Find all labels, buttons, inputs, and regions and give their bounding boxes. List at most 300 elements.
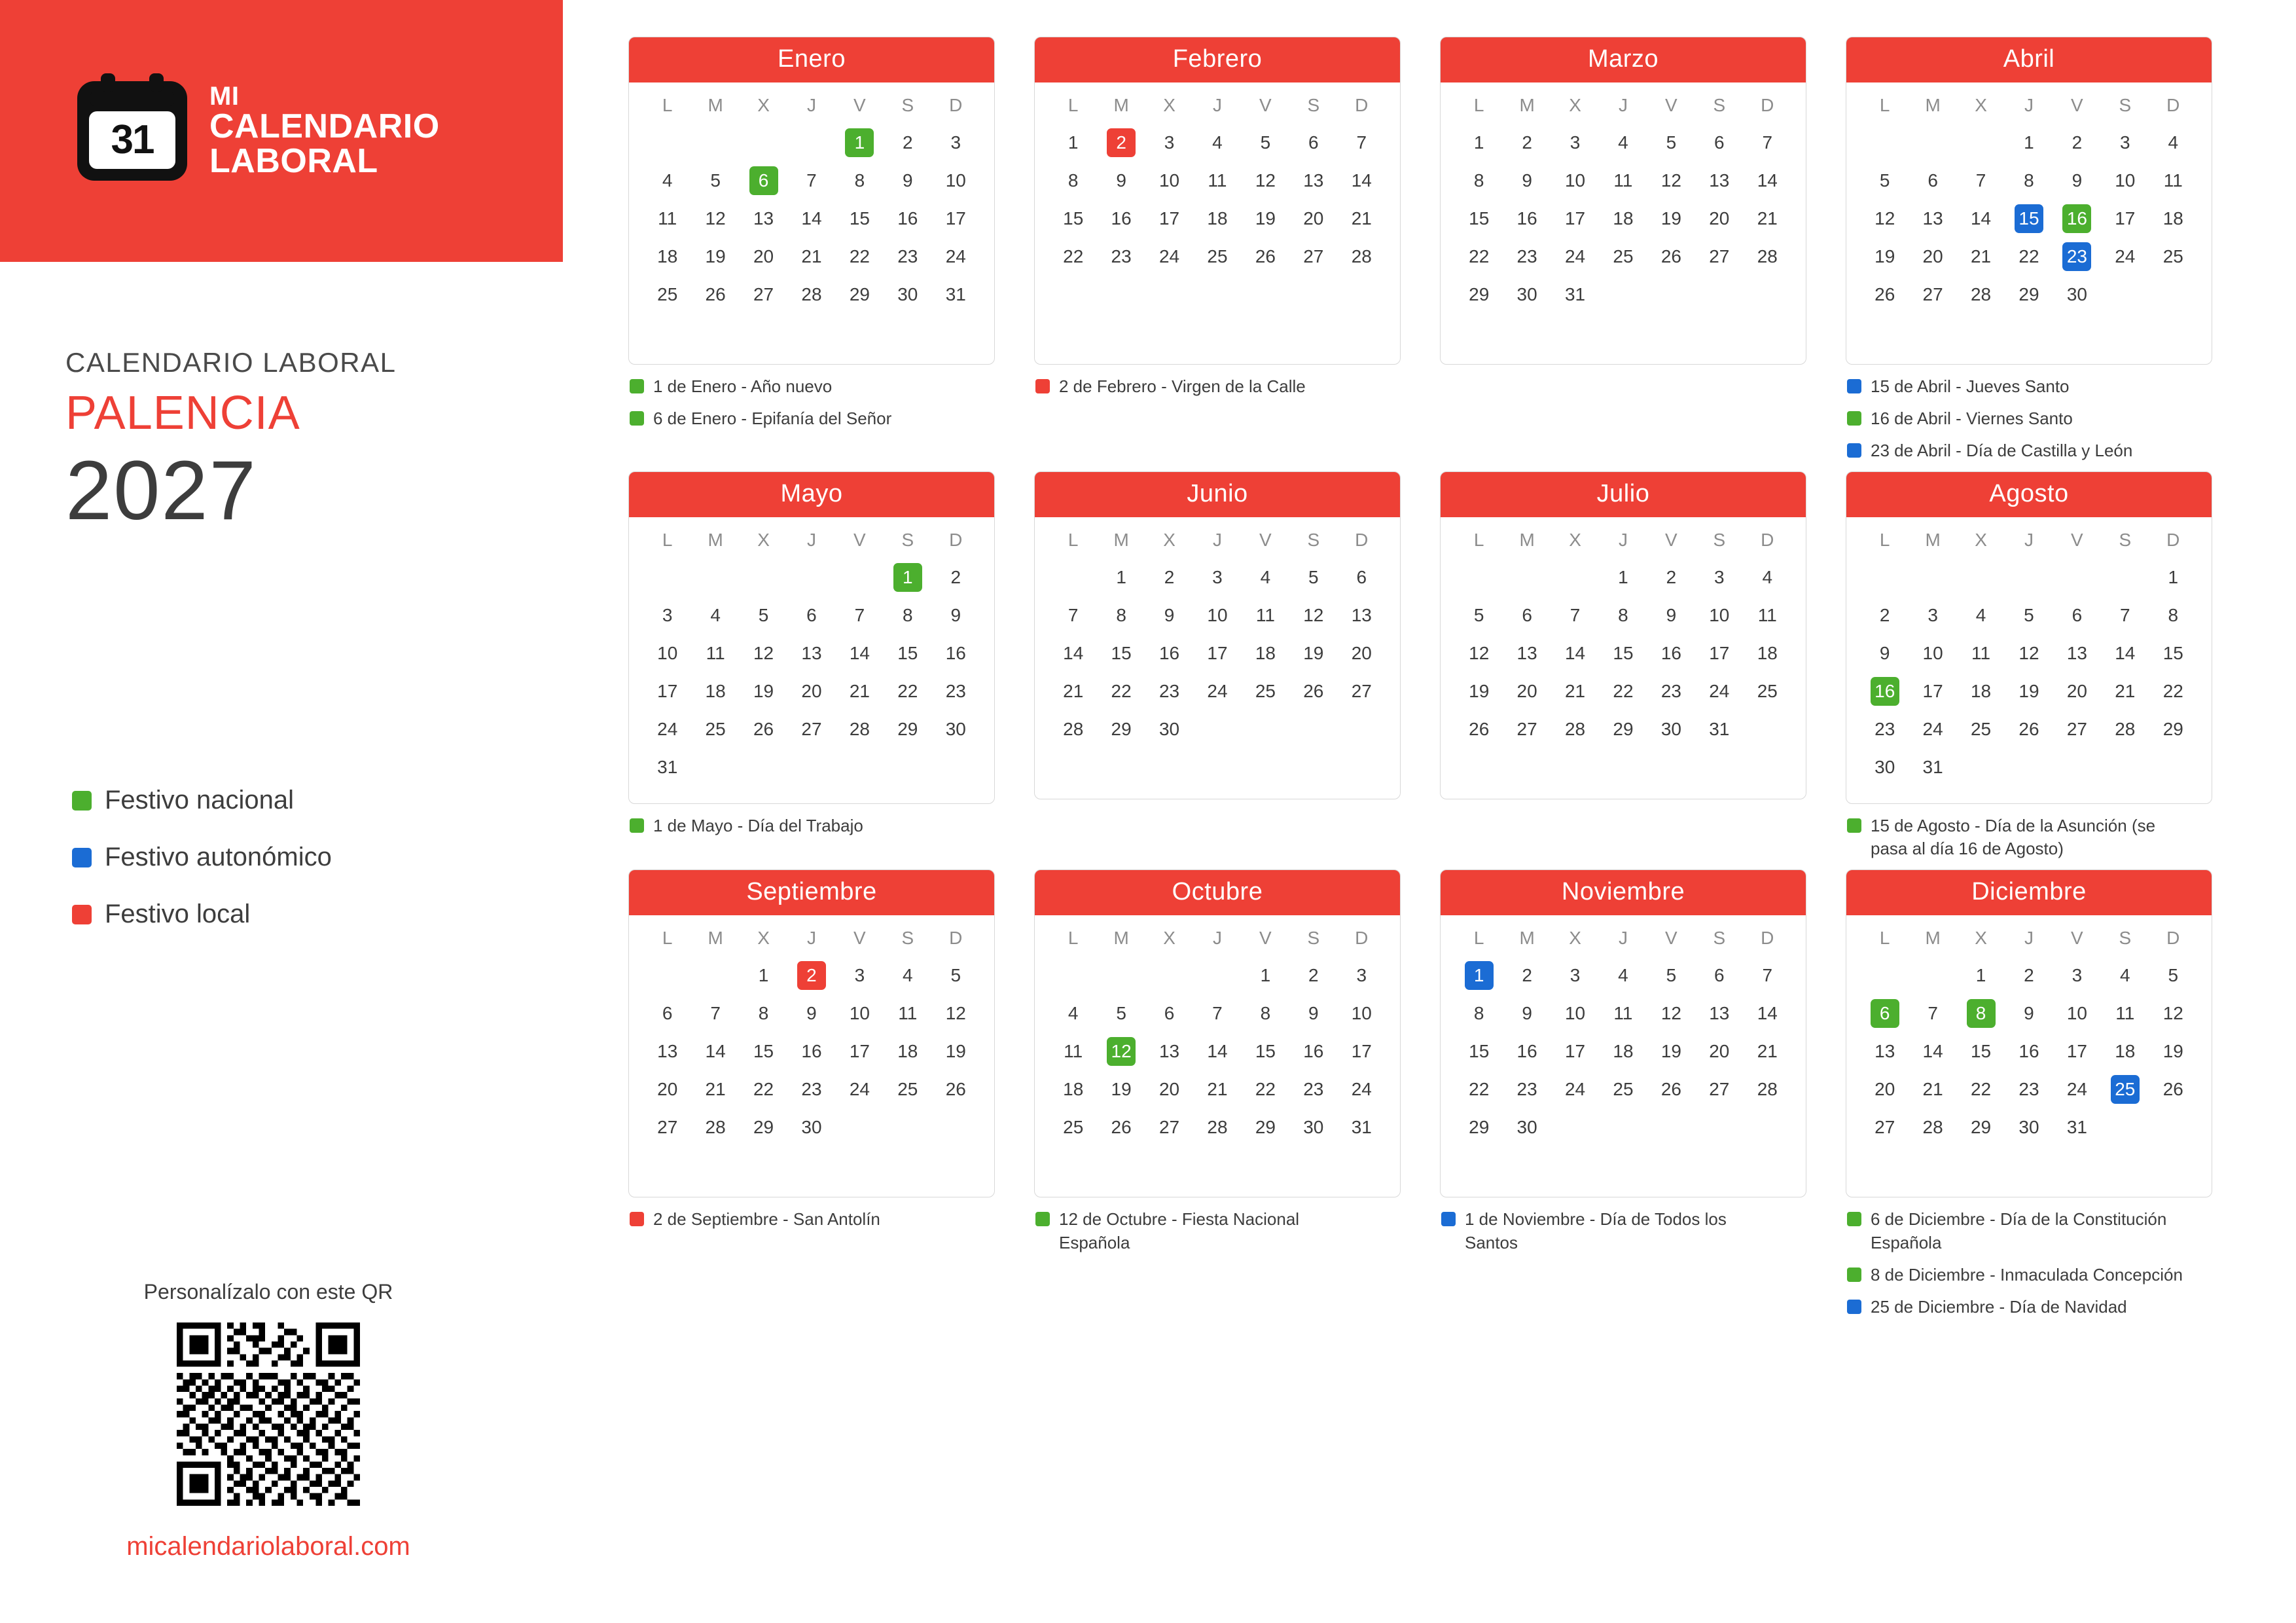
day-cell[interactable] <box>1861 162 1909 200</box>
day-cell[interactable] <box>932 634 980 672</box>
day-cell[interactable] <box>1647 162 1695 200</box>
day-cell[interactable] <box>1861 672 1909 710</box>
day-cell[interactable] <box>1097 672 1145 710</box>
day-cell[interactable] <box>787 672 835 710</box>
day-cell[interactable] <box>1909 1032 1956 1070</box>
day-cell[interactable] <box>691 276 739 314</box>
day-cell[interactable] <box>1193 162 1241 200</box>
day-cell[interactable] <box>691 1070 739 1108</box>
day-cell[interactable] <box>2053 1108 2101 1146</box>
day-cell[interactable] <box>2053 672 2101 710</box>
day-cell[interactable] <box>1599 558 1647 596</box>
day-cell[interactable] <box>1242 238 1289 276</box>
day-cell[interactable] <box>1338 634 1386 672</box>
day-cell[interactable] <box>1647 1070 1695 1108</box>
day-cell[interactable] <box>787 162 835 200</box>
day-cell[interactable] <box>1455 994 1503 1032</box>
day-cell[interactable] <box>643 994 691 1032</box>
day-cell[interactable] <box>1242 596 1289 634</box>
day-cell[interactable] <box>1145 634 1193 672</box>
day-cell[interactable] <box>1145 124 1193 162</box>
day-cell[interactable] <box>1647 596 1695 634</box>
day-cell[interactable] <box>1503 1070 1551 1108</box>
day-cell[interactable] <box>1599 710 1647 748</box>
day-cell[interactable] <box>1744 1032 1791 1070</box>
day-cell[interactable] <box>1503 634 1551 672</box>
day-cell[interactable] <box>1455 710 1503 748</box>
day-cell[interactable] <box>1599 596 1647 634</box>
day-cell[interactable] <box>1503 276 1551 314</box>
day-cell[interactable] <box>1049 710 1097 748</box>
day-cell[interactable] <box>1744 238 1791 276</box>
website-link[interactable]: micalendariolaboral.com <box>126 1532 410 1561</box>
day-cell[interactable] <box>836 276 884 314</box>
day-cell[interactable] <box>1145 162 1193 200</box>
day-cell[interactable] <box>1455 200 1503 238</box>
day-cell[interactable] <box>1957 710 2005 748</box>
day-cell[interactable] <box>1861 238 1909 276</box>
day-cell[interactable] <box>1338 558 1386 596</box>
day-cell[interactable] <box>1049 238 1097 276</box>
day-cell[interactable] <box>836 124 884 162</box>
day-cell[interactable] <box>691 710 739 748</box>
day-cell[interactable] <box>1289 596 1337 634</box>
day-cell[interactable] <box>1242 672 1289 710</box>
day-cell[interactable] <box>884 558 931 596</box>
day-cell[interactable] <box>691 1108 739 1146</box>
day-cell[interactable] <box>787 710 835 748</box>
day-cell[interactable] <box>643 596 691 634</box>
day-cell[interactable] <box>1338 200 1386 238</box>
day-cell[interactable] <box>1551 1032 1599 1070</box>
day-cell[interactable] <box>1909 994 1956 1032</box>
day-cell[interactable] <box>932 200 980 238</box>
day-cell[interactable] <box>1695 1032 1743 1070</box>
day-cell[interactable] <box>1861 276 1909 314</box>
day-cell[interactable] <box>1338 1032 1386 1070</box>
day-cell[interactable] <box>740 1032 787 1070</box>
day-cell[interactable] <box>1049 1032 1097 1070</box>
day-cell[interactable] <box>932 1070 980 1108</box>
day-cell[interactable] <box>1909 238 1956 276</box>
day-cell[interactable] <box>1861 748 1909 786</box>
day-cell[interactable] <box>1242 200 1289 238</box>
day-cell[interactable] <box>2149 957 2197 994</box>
day-cell[interactable] <box>787 1108 835 1146</box>
day-cell[interactable] <box>740 596 787 634</box>
day-cell[interactable] <box>884 710 931 748</box>
day-cell[interactable] <box>1647 558 1695 596</box>
day-cell[interactable] <box>1097 1032 1145 1070</box>
day-cell[interactable] <box>1695 162 1743 200</box>
day-cell[interactable] <box>1242 957 1289 994</box>
day-cell[interactable] <box>1599 200 1647 238</box>
day-cell[interactable] <box>740 238 787 276</box>
day-cell[interactable] <box>2101 238 2149 276</box>
day-cell[interactable] <box>1193 1108 1241 1146</box>
day-cell[interactable] <box>691 634 739 672</box>
day-cell[interactable] <box>1503 994 1551 1032</box>
day-cell[interactable] <box>2005 710 2053 748</box>
day-cell[interactable] <box>1695 710 1743 748</box>
day-cell[interactable] <box>1647 238 1695 276</box>
day-cell[interactable] <box>1551 124 1599 162</box>
day-cell[interactable] <box>932 957 980 994</box>
day-cell[interactable] <box>1957 238 2005 276</box>
day-cell[interactable] <box>1909 276 1956 314</box>
day-cell[interactable] <box>1909 672 1956 710</box>
day-cell[interactable] <box>2005 672 2053 710</box>
day-cell[interactable] <box>2149 1032 2197 1070</box>
day-cell[interactable] <box>1647 200 1695 238</box>
day-cell[interactable] <box>884 994 931 1032</box>
day-cell[interactable] <box>2101 124 2149 162</box>
day-cell[interactable] <box>1744 994 1791 1032</box>
day-cell[interactable] <box>1744 672 1791 710</box>
day-cell[interactable] <box>1242 1070 1289 1108</box>
day-cell[interactable] <box>787 1070 835 1108</box>
day-cell[interactable] <box>1744 124 1791 162</box>
day-cell[interactable] <box>1599 238 1647 276</box>
day-cell[interactable] <box>1647 1032 1695 1070</box>
day-cell[interactable] <box>1744 162 1791 200</box>
day-cell[interactable] <box>1599 957 1647 994</box>
day-cell[interactable] <box>1097 1108 1145 1146</box>
day-cell[interactable] <box>1145 1070 1193 1108</box>
day-cell[interactable] <box>1289 634 1337 672</box>
day-cell[interactable] <box>1503 957 1551 994</box>
day-cell[interactable] <box>1193 1032 1241 1070</box>
day-cell[interactable] <box>691 994 739 1032</box>
day-cell[interactable] <box>884 124 931 162</box>
day-cell[interactable] <box>2101 1032 2149 1070</box>
day-cell[interactable] <box>1145 558 1193 596</box>
day-cell[interactable] <box>2053 596 2101 634</box>
day-cell[interactable] <box>787 1032 835 1070</box>
day-cell[interactable] <box>2149 1070 2197 1108</box>
day-cell[interactable] <box>1599 1032 1647 1070</box>
day-cell[interactable] <box>2149 634 2197 672</box>
day-cell[interactable] <box>2149 162 2197 200</box>
day-cell[interactable] <box>1861 710 1909 748</box>
day-cell[interactable] <box>2053 276 2101 314</box>
day-cell[interactable] <box>1957 162 2005 200</box>
day-cell[interactable] <box>1599 124 1647 162</box>
day-cell[interactable] <box>1049 1070 1097 1108</box>
day-cell[interactable] <box>1455 1032 1503 1070</box>
day-cell[interactable] <box>836 672 884 710</box>
day-cell[interactable] <box>1455 634 1503 672</box>
day-cell[interactable] <box>932 238 980 276</box>
day-cell[interactable] <box>1744 200 1791 238</box>
day-cell[interactable] <box>1193 634 1241 672</box>
day-cell[interactable] <box>2149 710 2197 748</box>
day-cell[interactable] <box>1647 672 1695 710</box>
day-cell[interactable] <box>884 276 931 314</box>
day-cell[interactable] <box>1861 1070 1909 1108</box>
day-cell[interactable] <box>1455 238 1503 276</box>
day-cell[interactable] <box>1338 238 1386 276</box>
day-cell[interactable] <box>1289 124 1337 162</box>
day-cell[interactable] <box>836 634 884 672</box>
day-cell[interactable] <box>1909 748 1956 786</box>
day-cell[interactable] <box>2101 710 2149 748</box>
day-cell[interactable] <box>1338 672 1386 710</box>
day-cell[interactable] <box>2053 238 2101 276</box>
day-cell[interactable] <box>2053 957 2101 994</box>
day-cell[interactable] <box>740 1108 787 1146</box>
day-cell[interactable] <box>2149 558 2197 596</box>
day-cell[interactable] <box>787 957 835 994</box>
day-cell[interactable] <box>932 162 980 200</box>
day-cell[interactable] <box>884 596 931 634</box>
day-cell[interactable] <box>836 1032 884 1070</box>
day-cell[interactable] <box>740 200 787 238</box>
day-cell[interactable] <box>2005 276 2053 314</box>
day-cell[interactable] <box>1551 200 1599 238</box>
day-cell[interactable] <box>1289 238 1337 276</box>
day-cell[interactable] <box>1551 1070 1599 1108</box>
day-cell[interactable] <box>1289 162 1337 200</box>
day-cell[interactable] <box>2149 200 2197 238</box>
day-cell[interactable] <box>1193 1070 1241 1108</box>
day-cell[interactable] <box>1599 634 1647 672</box>
day-cell[interactable] <box>2101 596 2149 634</box>
day-cell[interactable] <box>1957 1070 2005 1108</box>
day-cell[interactable] <box>2005 200 2053 238</box>
day-cell[interactable] <box>1289 1108 1337 1146</box>
day-cell[interactable] <box>1242 1032 1289 1070</box>
day-cell[interactable] <box>1049 200 1097 238</box>
day-cell[interactable] <box>2149 596 2197 634</box>
day-cell[interactable] <box>1909 1108 1956 1146</box>
day-cell[interactable] <box>2005 1108 2053 1146</box>
day-cell[interactable] <box>1744 558 1791 596</box>
day-cell[interactable] <box>787 634 835 672</box>
day-cell[interactable] <box>1647 124 1695 162</box>
day-cell[interactable] <box>1338 162 1386 200</box>
day-cell[interactable] <box>1289 672 1337 710</box>
day-cell[interactable] <box>1097 994 1145 1032</box>
day-cell[interactable] <box>787 238 835 276</box>
day-cell[interactable] <box>884 238 931 276</box>
day-cell[interactable] <box>1289 200 1337 238</box>
day-cell[interactable] <box>740 634 787 672</box>
day-cell[interactable] <box>643 710 691 748</box>
day-cell[interactable] <box>884 634 931 672</box>
day-cell[interactable] <box>643 276 691 314</box>
day-cell[interactable] <box>740 1070 787 1108</box>
day-cell[interactable] <box>932 558 980 596</box>
day-cell[interactable] <box>1861 200 1909 238</box>
day-cell[interactable] <box>1744 1070 1791 1108</box>
day-cell[interactable] <box>1242 124 1289 162</box>
day-cell[interactable] <box>787 276 835 314</box>
day-cell[interactable] <box>1242 558 1289 596</box>
day-cell[interactable] <box>1338 124 1386 162</box>
day-cell[interactable] <box>1957 1108 2005 1146</box>
day-cell[interactable] <box>1338 596 1386 634</box>
day-cell[interactable] <box>643 672 691 710</box>
day-cell[interactable] <box>643 1032 691 1070</box>
day-cell[interactable] <box>1647 710 1695 748</box>
day-cell[interactable] <box>1455 957 1503 994</box>
day-cell[interactable] <box>1861 634 1909 672</box>
day-cell[interactable] <box>787 200 835 238</box>
day-cell[interactable] <box>643 1070 691 1108</box>
day-cell[interactable] <box>1647 634 1695 672</box>
day-cell[interactable] <box>1503 1108 1551 1146</box>
day-cell[interactable] <box>1551 276 1599 314</box>
day-cell[interactable] <box>643 238 691 276</box>
day-cell[interactable] <box>1909 162 1956 200</box>
day-cell[interactable] <box>787 994 835 1032</box>
day-cell[interactable] <box>1097 238 1145 276</box>
day-cell[interactable] <box>1455 162 1503 200</box>
day-cell[interactable] <box>2005 124 2053 162</box>
day-cell[interactable] <box>1242 994 1289 1032</box>
day-cell[interactable] <box>836 200 884 238</box>
day-cell[interactable] <box>932 1032 980 1070</box>
day-cell[interactable] <box>1695 558 1743 596</box>
day-cell[interactable] <box>643 162 691 200</box>
day-cell[interactable] <box>1455 124 1503 162</box>
day-cell[interactable] <box>1097 634 1145 672</box>
day-cell[interactable] <box>740 994 787 1032</box>
day-cell[interactable] <box>1551 238 1599 276</box>
day-cell[interactable] <box>836 994 884 1032</box>
day-cell[interactable] <box>836 710 884 748</box>
day-cell[interactable] <box>691 596 739 634</box>
day-cell[interactable] <box>1145 1032 1193 1070</box>
day-cell[interactable] <box>1599 672 1647 710</box>
day-cell[interactable] <box>1503 596 1551 634</box>
day-cell[interactable] <box>1193 558 1241 596</box>
day-cell[interactable] <box>1455 672 1503 710</box>
day-cell[interactable] <box>1145 994 1193 1032</box>
day-cell[interactable] <box>643 634 691 672</box>
day-cell[interactable] <box>1861 994 1909 1032</box>
day-cell[interactable] <box>1695 957 1743 994</box>
day-cell[interactable] <box>1861 596 1909 634</box>
day-cell[interactable] <box>932 596 980 634</box>
day-cell[interactable] <box>1097 596 1145 634</box>
day-cell[interactable] <box>1338 1108 1386 1146</box>
day-cell[interactable] <box>2005 957 2053 994</box>
day-cell[interactable] <box>1338 994 1386 1032</box>
day-cell[interactable] <box>884 1070 931 1108</box>
day-cell[interactable] <box>1049 162 1097 200</box>
day-cell[interactable] <box>1097 558 1145 596</box>
day-cell[interactable] <box>2053 162 2101 200</box>
day-cell[interactable] <box>1193 672 1241 710</box>
day-cell[interactable] <box>1695 634 1743 672</box>
day-cell[interactable] <box>1909 596 1956 634</box>
day-cell[interactable] <box>643 1108 691 1146</box>
day-cell[interactable] <box>1957 276 2005 314</box>
day-cell[interactable] <box>2005 162 2053 200</box>
day-cell[interactable] <box>740 162 787 200</box>
day-cell[interactable] <box>2005 596 2053 634</box>
day-cell[interactable] <box>1695 124 1743 162</box>
day-cell[interactable] <box>1957 994 2005 1032</box>
day-cell[interactable] <box>1909 1070 1956 1108</box>
day-cell[interactable] <box>2149 994 2197 1032</box>
day-cell[interactable] <box>787 596 835 634</box>
day-cell[interactable] <box>1695 994 1743 1032</box>
day-cell[interactable] <box>2101 994 2149 1032</box>
day-cell[interactable] <box>1957 596 2005 634</box>
day-cell[interactable] <box>2005 1070 2053 1108</box>
day-cell[interactable] <box>1338 957 1386 994</box>
day-cell[interactable] <box>1049 672 1097 710</box>
day-cell[interactable] <box>691 200 739 238</box>
day-cell[interactable] <box>1957 200 2005 238</box>
day-cell[interactable] <box>932 276 980 314</box>
day-cell[interactable] <box>2005 994 2053 1032</box>
day-cell[interactable] <box>836 957 884 994</box>
day-cell[interactable] <box>1193 124 1241 162</box>
day-cell[interactable] <box>1599 994 1647 1032</box>
day-cell[interactable] <box>2053 710 2101 748</box>
day-cell[interactable] <box>1145 1108 1193 1146</box>
day-cell[interactable] <box>691 162 739 200</box>
day-cell[interactable] <box>1551 957 1599 994</box>
day-cell[interactable] <box>1455 596 1503 634</box>
day-cell[interactable] <box>2101 200 2149 238</box>
day-cell[interactable] <box>1503 672 1551 710</box>
day-cell[interactable] <box>1049 596 1097 634</box>
day-cell[interactable] <box>1193 994 1241 1032</box>
day-cell[interactable] <box>2101 957 2149 994</box>
day-cell[interactable] <box>1049 1108 1097 1146</box>
day-cell[interactable] <box>1242 162 1289 200</box>
day-cell[interactable] <box>836 596 884 634</box>
day-cell[interactable] <box>1909 634 1956 672</box>
day-cell[interactable] <box>691 672 739 710</box>
day-cell[interactable] <box>1647 994 1695 1032</box>
day-cell[interactable] <box>1145 200 1193 238</box>
day-cell[interactable] <box>1551 672 1599 710</box>
day-cell[interactable] <box>1551 710 1599 748</box>
day-cell[interactable] <box>1455 1108 1503 1146</box>
day-cell[interactable] <box>2149 124 2197 162</box>
day-cell[interactable] <box>740 957 787 994</box>
day-cell[interactable] <box>2053 1032 2101 1070</box>
day-cell[interactable] <box>1097 124 1145 162</box>
day-cell[interactable] <box>1145 596 1193 634</box>
day-cell[interactable] <box>1097 162 1145 200</box>
day-cell[interactable] <box>1145 672 1193 710</box>
day-cell[interactable] <box>884 162 931 200</box>
day-cell[interactable] <box>932 994 980 1032</box>
day-cell[interactable] <box>2005 634 2053 672</box>
day-cell[interactable] <box>1193 200 1241 238</box>
day-cell[interactable] <box>1193 596 1241 634</box>
day-cell[interactable] <box>740 710 787 748</box>
day-cell[interactable] <box>1338 1070 1386 1108</box>
day-cell[interactable] <box>1289 957 1337 994</box>
day-cell[interactable] <box>1503 710 1551 748</box>
day-cell[interactable] <box>932 710 980 748</box>
day-cell[interactable] <box>1695 1070 1743 1108</box>
day-cell[interactable] <box>884 672 931 710</box>
day-cell[interactable] <box>1957 634 2005 672</box>
day-cell[interactable] <box>1744 634 1791 672</box>
day-cell[interactable] <box>1097 200 1145 238</box>
day-cell[interactable] <box>1695 596 1743 634</box>
day-cell[interactable] <box>1551 994 1599 1032</box>
